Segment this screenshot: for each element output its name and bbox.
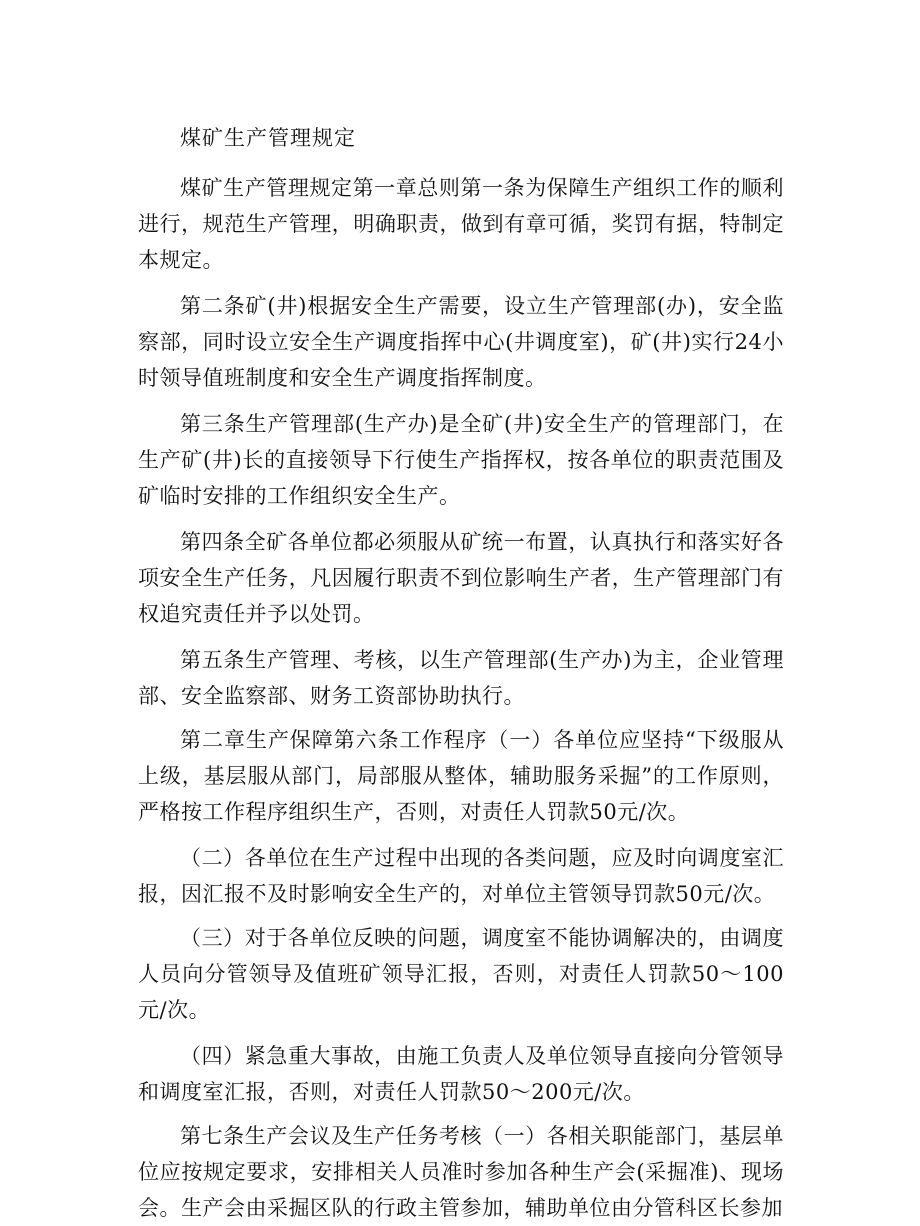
document-title: 煤矿生产管理规定: [180, 126, 356, 150]
paragraph-article-5: 第五条生产管理、考核，以生产管理部(生产办)为主，企业管理部、安全监察部、财务工资部协助执行。: [138, 648, 784, 708]
paragraph-article-6-item-1: 第二章生产保障第六条工作程序（一）各单位应坚持“下级服从上级，基层服从部门，局部服从整体，辅助服务采掘”的工作原则，严格按工作程序组织生产，否则，对责任人罚款50元/次。: [138, 728, 784, 824]
paragraph-article-1: 煤矿生产管理规定第一章总则第一条为保障生产组织工作的顺利进行，规范生产管理，明确职责，做到有章可循，奖罚有据，特制定本规定。: [138, 176, 784, 272]
paragraph-article-2: 第二条矿(井)根据安全生产需要，设立生产管理部(办)，安全监察部，同时设立安全生产调度指挥中心(井调度室)，矿(井)实行24小时领导值班制度和安全生产调度指挥制度。: [138, 294, 784, 390]
paragraph-article-3: 第三条生产管理部(生产办)是全矿(井)安全生产的管理部门，在生产矿(井)长的直接领导下行使生产指挥权，按各单位的职责范围及矿临时安排的工作组织安全生产。: [138, 412, 784, 508]
paragraph-article-6-item-2: （二）各单位在生产过程中出现的各类问题，应及时向调度室汇报，因汇报不及时影响安全生产的，对单位主管领导罚款50元/次。: [138, 846, 784, 906]
paragraph-article-4: 第四条全矿各单位都必须服从矿统一布置，认真执行和落实好各项安全生产任务，凡因履行职责不到位影响生产者，生产管理部门有权追究责任并予以处罚。: [138, 530, 784, 626]
paragraph-article-6-item-3: （三）对于各单位反映的问题，调度室不能协调解决的，由调度人员向分管领导及值班矿领导汇报，否则，对责任人罚款50～100元/次。: [138, 926, 784, 1022]
paragraph-article-7: 第七条生产会议及生产任务考核（一）各相关职能部门，基层单位应按规定要求，安排相关人员准时参加各种生产会(采掘准)、现场会。生产会由采掘区队的行政主管参加，辅助单位由分管科区长参加: [138, 1124, 784, 1220]
paragraph-article-6-item-4: （四）紧急重大事故，由施工负责人及单位领导直接向分管领导和调度室汇报，否则，对责任人罚款50～200元/次。: [138, 1044, 784, 1104]
